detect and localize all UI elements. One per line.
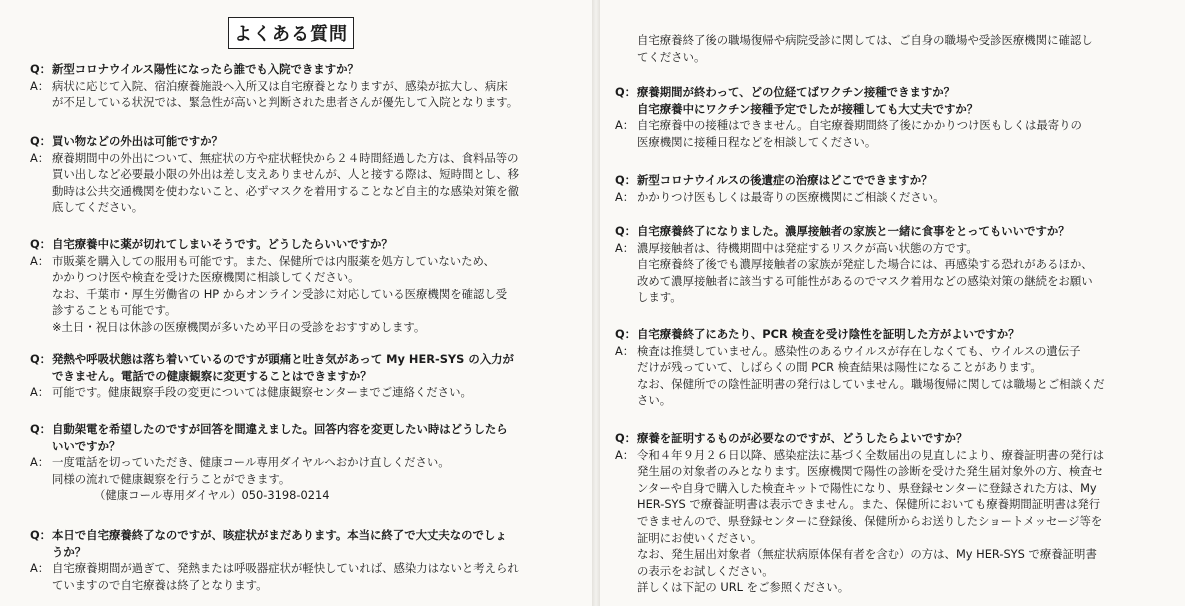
- answer: A： 自宅療養期間が過ぎて、発熱または呼吸器症状が軽快していれば、感染力はないと考えられ ていますので自宅療養は終了となります。: [30, 561, 519, 592]
- answer: A： 検査は推奨していません。感染性のあるウイルスが存在しなくても、ウイルスの遺伝子 だけが残っていて、しばらくの間 PCR 検査結果は陽性になることがあります。 なお、保健所での陰性証明書の発行はしていません。職場復帰に関しては職場とご相談くだ さい。: [615, 343, 1105, 408]
- faq-item: [615, 326, 1180, 409]
- phone-number: （健康コール専用ダイヤル）050-3198-0214: [94, 488, 330, 503]
- answer: A： 濃厚接触者は、待機期間中は発症するリスクが高い状態の方です。 自宅療養終了後でも濃厚接触者の家族が発症した場合には、再感染する恐れがあるほか、 改めて濃厚接触者に該当する可能性があるのでマスク着用などの感染対策の継続をお願い します。: [615, 240, 1093, 305]
- question: Q： 療養期間が終わって、どの位経てばワクチン接種できますか？ 自宅療養中にワクチン接種予定でしたが接種しても大丈夫ですか？: [615, 85, 979, 116]
- question: Q： 発熱や呼吸状態は落ち着いているのですが頭痛と吐き気があって My HER-SYS の入力が できません。電話での健康観察に変更することはできますか？: [30, 352, 514, 383]
- left-page: [0, 0, 592, 606]
- faq-item: [615, 430, 1180, 596]
- answer: A： 自宅療養中の接種はできません。自宅療養期間終了後にかかりつけ医もしくは最寄りの 医療機関に接種日程などを相談してください。: [615, 118, 1082, 149]
- page-title: よくある質問: [228, 17, 354, 49]
- faq-item: [30, 351, 586, 401]
- question: Q： 自宅療養終了にあたり、PCR 検査を受け陰性を証明した方がよいですか？: [615, 327, 1020, 341]
- answer: A： 市販薬を購入しての服用も可能です。また、保健所では内服薬を処方していないため、 かかりつけ医や検査を受けた医療機関に相談してください。 なお、千葉市・厚生労働省の HP からオンライン受診に対応している医療機関を確認し受 診することも可能です。 ※土日・祝日は休診の医療機関が多いため平日の受診をおすすめします。: [30, 253, 508, 334]
- continued-answer: 自宅療養終了後の職場復帰や病院受診に関しては、ご自身の職場や受診医療機関に確認し てください。: [637, 33, 1093, 64]
- faq-item: [30, 421, 586, 504]
- question: Q： 療養を証明するものが必要なのですが、どうしたらよいですか？: [615, 431, 968, 445]
- answer: A： 一度電話を切っていただき、健康コール専用ダイヤルへおかけ直しください。 同様の流れで健康観察を行うことができます。 （健康コール専用ダイヤル）050-3198-0214: [30, 454, 586, 504]
- faq-item: [30, 133, 586, 216]
- question: Q： 本日で自宅療養終了なのですが、咳症状がまだあります。本当に終了で大丈夫なのでしょ うか？: [30, 528, 507, 559]
- right-page: [600, 0, 1185, 606]
- page-gutter: [592, 0, 600, 606]
- question: Q： 新型コロナウイルスの後遺症の治療はどこでできますか？: [615, 173, 933, 187]
- faq-item: [615, 223, 1180, 306]
- faq-item: [30, 61, 586, 111]
- answer: A： 療養期間中の外出について、無症状の方や症状軽快から２４時間経過した方は、食料品等の 買い出しなど必要最小限の外出は差し支えありませんが、人と接する際は、短時間とし、移 動時は公共交通機関を使わないこと、必ずマスクを着用することなど自主的な感染対策を徹 底してください。: [30, 150, 520, 215]
- faq-item: [615, 172, 1180, 205]
- question: Q： 新型コロナウイルス陽性になったら誰でも入院できますか？: [30, 62, 359, 76]
- answer: A： かかりつけ医もしくは最寄りの医療機関にご相談ください。: [615, 189, 945, 204]
- faq-item: [30, 236, 586, 336]
- question: Q： 自動架電を希望したのですが回答を間違えました。回答内容を変更したい時はどうしたら いいですか？: [30, 422, 508, 453]
- faq-item: [30, 527, 586, 593]
- answer: A： 病状に応じて入院、宿泊療養施設へ入所又は自宅療養となりますが、感染が拡大し、病床 が不足している状況では、緊急性が高いと判断された患者さんが優先して入院となります。: [30, 78, 519, 110]
- answer: A： 令和４年９月２６日以降、感染症法に基づく全数届出の見直しにより、療養証明書の発行は 発生届の対象者のみとなります。医療機関で陽性の診断を受けた発生届対象外の方、検査セ ンターや自身で購入した検査キットで陽性になり、県登録センターに登録された方は、My HER-SYS で療養証明書は表示できません。また、保健所においても療養期間証明書は発行 できませんので、県登録センターに登録後、保健所からお送りしたショートメッセージ等を 証明にお使いください。 なお、発生届出対象者（無症状病原体保有者を含む）の方は、My HER-SYS で療養証明書 の表示をお試しください。 詳しくは下記の URL をご参照ください。: [615, 447, 1105, 595]
- faq-item: [615, 84, 1180, 150]
- question: Q： 自宅療養終了になりました。濃厚接触者の家族と一緒に食事をとってもいいですか？: [615, 224, 1070, 238]
- question: Q： 自宅療養中に薬が切れてしまいそうです。どうしたらいいですか？: [30, 237, 393, 251]
- question: Q： 買い物などの外出は可能ですか？: [30, 134, 223, 148]
- answer: A： 可能です。健康観察手段の変更については健康観察センターまでご連絡ください。: [30, 385, 472, 400]
